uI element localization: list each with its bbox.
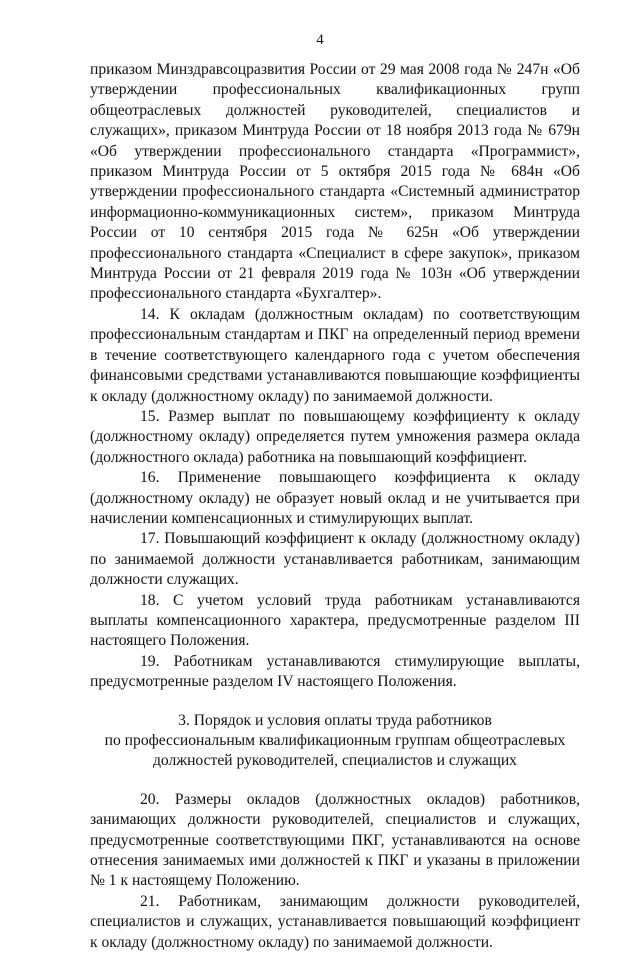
paragraph-15: 15. Размер выплат по повышающему коэффициенту к окладу (должностному окладу) определяется путем умножения размера оклада (должностного оклада) работника на повышающий коэффициент. xyxy=(90,407,580,466)
paragraph-intro: приказом Минздравсоцразвития России от 29 мая 2008 года № 247н «Об утверждении профессиональных квалификационных групп общеотраслевых должностей руководителей, специалистов и служащих», приказом Минтруда России от 18 ноября 2013 года № 679н «Об утверждении профессионального стандарта «Программист», приказом Минтруда России от 5 октября 2015 года № 684н «Об утверждении профессионального стандарта «Системный администратор информационно-коммуникационных систем», приказом Минтруда России от 10 сентября 2015 года № 625н «Об утверждении профессионального стандарта «Специалист в сфере закупок», приказом Минтруда России от 21 февраля 2019 года № 103н «Об утверждении профессионального стандарта «Бухгалтер». xyxy=(90,61,580,303)
page-number: 4 xyxy=(316,32,324,48)
paragraph-21: 21. Работникам, занимающим должности руководителей, специалистов и служащих, устанавливается повышающий коэффициент к окладу (должностному окладу) по занимаемой должности. xyxy=(90,892,580,951)
document-body xyxy=(90,60,580,953)
paragraph-18: 18. С учетом условий труда работникам устанавливаются выплаты компенсационного характера, предусмотренные разделом III настоящего Положения. xyxy=(90,591,580,650)
paragraph-20: 20. Размеры окладов (должностных окладов) работников, занимающих должности руководителей, специалистов и служащих, предусмотренные соответствующими ПКГ, устанавливаются на основе отнесения занимаемых ими должностей к ПКГ и указаны в приложении № 1 к настоящему Положению. xyxy=(90,790,580,890)
paragraph-16: 16. Применение повышающего коэффициента к окладу (должностному окладу) не образует новый оклад и не учитывается при начислении компенсационных и стимулирующих выплат. xyxy=(90,469,580,527)
paragraph-19: 19. Работникам устанавливаются стимулирующие выплаты, предусмотренные разделом IV настоящего Положения. xyxy=(90,652,580,691)
section-heading-line-3: должностей руководителей, специалистов и служащих xyxy=(153,752,517,770)
section-heading-line-2: по профессиональным квалификационным группам общеотраслевых xyxy=(104,732,566,749)
section-heading xyxy=(90,711,580,772)
section-heading-line-1: 3. Порядок и условия оплаты труда работников xyxy=(178,711,492,729)
paragraph-17: 17. Повышающий коэффициент к окладу (должностному окладу) по занимаемой должности устанавливается работникам, занимающим должности служащих. xyxy=(90,530,580,589)
paragraph-14: 14. К окладам (должностным окладам) по соответствующим профессиональным стандартам и ПКГ на определенный период времени в течение соответствующего календарного года с учетом обеспечения финансовыми средствами устанавливаются повышающие коэффициенты к окладу (должностному окладу) по занимаемой должности. xyxy=(90,305,580,405)
